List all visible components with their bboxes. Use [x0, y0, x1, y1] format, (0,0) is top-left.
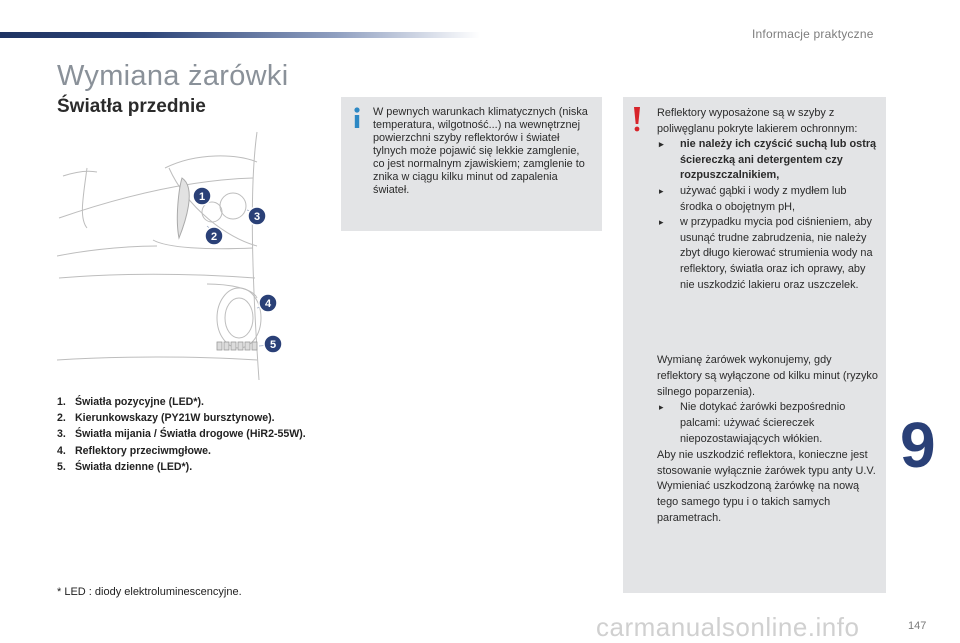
svg-text:1: 1	[198, 191, 206, 203]
list-item: 2. Kierunkowskazy (PY21W bursztynowe).	[57, 412, 275, 425]
callout-3	[248, 207, 266, 225]
list-item: 4. Reflektory przeciwmgłowe.	[57, 444, 211, 457]
watermark: carmanualsonline.info	[596, 612, 860, 642]
list-item: 5. Światła dzienne (LED*).	[57, 460, 193, 473]
svg-text:3: 3	[253, 211, 261, 223]
bullet-item: ▸ nie należy ich czyścić suchą lub ostrą ściereczką ani detergentem czy rozpuszczalnikiem,	[659, 138, 877, 182]
svg-text:4: 4	[264, 298, 272, 310]
header-bar	[0, 32, 480, 38]
warning-text: Reflektory wyposażone są w szyby z poliwęglanu pokryte lakierem ochronnym: ▸ nie należy ich czyścić suchą lub ostrą ściereczką ani detergentem czy rozpuszczalnikiem, ▸ używać gąbki i wody z mydłem lub środka o obojętnym pH, ▸ w przypadku mycia pod ciśnieniem, aby usunąć trudne zabrudzenia, nie należy zbyt długo kierować strumienia wody na reflektory, światła oraz ich oprawy, aby nie uszkodzić lakieru oraz uszczelek.	[657, 106, 879, 293]
svg-text:2: 2	[210, 231, 218, 243]
page-number: 147	[908, 620, 927, 632]
warning-icon	[632, 106, 642, 132]
headlight-illustration	[57, 128, 289, 384]
info-text: W pewnych warunkach klimatycznych (niska temperatura, wilgotność...) na wewnętrznej powierzchni szyby reflektorów i świateł tylnych może pojawić się lekkie zamglenie, co jest normalnym zjawiskiem; zamglenie to znika w ciągu kilku minut od zapalenia świateł.	[373, 106, 588, 196]
page-title: Wymiana żarówki	[57, 60, 289, 92]
section-title: Informacje praktyczne	[752, 27, 874, 41]
parts-list	[57, 394, 342, 475]
bullet-item: ▸ używać gąbki i wody z mydłem lub środka o obojętnym pH,	[659, 184, 847, 213]
bullet-item: ▸ Nie dotykać żarówki bezpośrednio palcami: używać ściereczek niepozostawiających włókien.	[659, 401, 846, 445]
page-subtitle: Światła przednie	[57, 96, 206, 117]
chapter-number: 9	[900, 409, 936, 481]
callout-5	[264, 335, 282, 353]
bullet-item: ▸ w przypadku mycia pod ciśnieniem, aby usunąć trudne zabrudzenia, nie należy zbyt długo kierować strumienia wody na reflektory, światła oraz ich oprawy, aby nie uszkodzić lakieru oraz uszczelek.	[659, 216, 873, 291]
info-icon	[350, 106, 364, 130]
warning-text-2: Wymianę żarówek wykonujemy, gdy reflektory są wyłączone od kilku minut (ryzyko silnego poparzenia). ▸ Nie dotykać żarówki bezpośrednio palcami: używać ściereczek niepozostawiających włókien. Aby nie uszkodzić reflektora, konieczne jest stosowanie wyłącznie żarówek typu anty U.V. Wymieniać uszkodzoną żarówkę na nową tego samego typu i o takich samych parametrach.	[657, 354, 878, 524]
list-item: 3. Światła mijania / Światła drogowe (HiR2-55W).	[57, 428, 306, 441]
callout-2	[205, 227, 223, 245]
callout-1	[193, 187, 211, 205]
svg-text:5: 5	[269, 339, 277, 351]
list-item: 1. Światła pozycyjne (LED*).	[57, 396, 204, 408]
footnote: * LED : diody elektroluminescencyjne.	[57, 586, 242, 598]
callout-4	[259, 294, 277, 312]
